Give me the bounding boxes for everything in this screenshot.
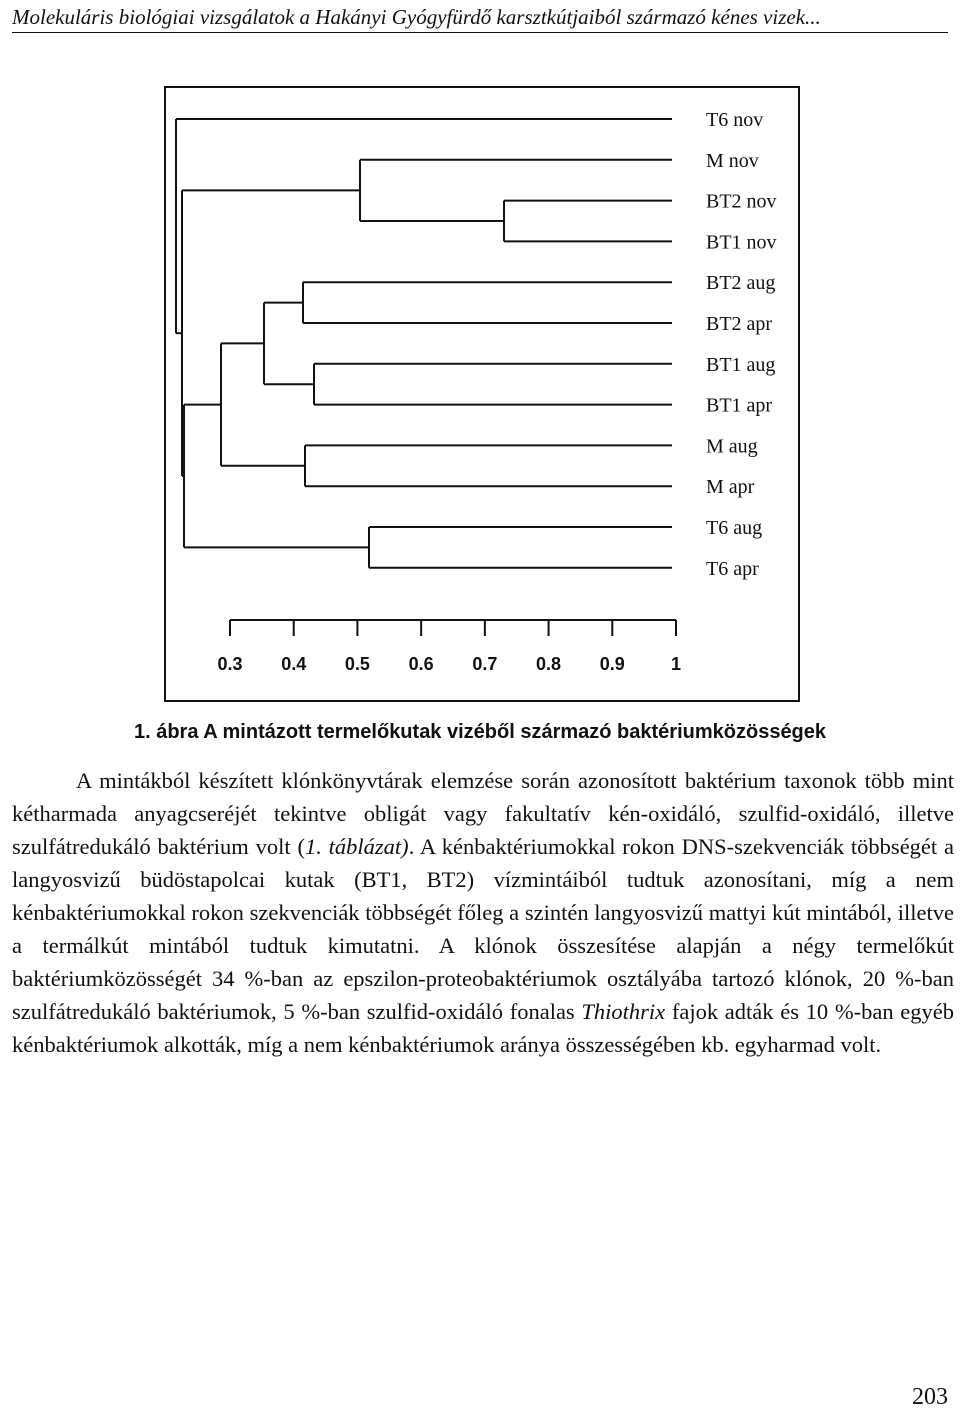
leaf-label: M apr <box>706 476 755 499</box>
leaf-label: M nov <box>706 149 759 172</box>
leaf-label: M aug <box>706 435 758 458</box>
dendrogram-branches <box>176 119 672 568</box>
leaf-label: BT1 aug <box>706 353 776 376</box>
scale-tick-label: 0.8 <box>536 654 562 674</box>
paragraph-text-1: A mintákból készített klónkönyvtárak elemzése során azonosított baktérium taxonok több mint kétharmada anyagcseréjét tekintve obligát vagy fakultatív kén-oxidáló, szulfid-oxidáló, illetve szulfátredukáló baktérium volt ( <box>12 768 954 859</box>
figure-caption: 1. ábra A mintázott termelőkutak vizéből származó baktériumközösségek <box>133 721 827 743</box>
scale-tick-label: 0.7 <box>472 654 498 674</box>
leaf-label: BT1 apr <box>706 394 773 417</box>
page-number: 203 <box>912 1384 948 1410</box>
running-header: Molekuláris biológiai vizsgálatok a Hakányi Gyógyfürdő karsztkútjaiból származó kénes vizek... <box>12 2 948 33</box>
dendrogram-figure <box>164 86 800 702</box>
genus-name: Thiothrix <box>581 999 666 1024</box>
leaf-label: BT2 apr <box>706 313 773 335</box>
scale-tick-label: 0.5 <box>344 654 370 674</box>
table-reference: 1. táblázat) <box>304 834 409 859</box>
scale-tick-label: 0.6 <box>408 654 434 674</box>
paragraph-text-3: fajok adták és 10 %-ban egyéb kénbaktériumok alkották, míg a nem kénbaktériumok aránya összességében kb. egyharmad volt. <box>12 999 954 1057</box>
leaf-label: T6 nov <box>706 109 764 131</box>
leaf-label: BT2 nov <box>706 190 777 213</box>
scale-tick-label: 0.3 <box>217 654 243 674</box>
paragraph-text-2: . A kénbaktériumokkal rokon DNS-szekvenciák többségét a langyosvizű büdöstapolcai kutak (BT1, BT2) vízmintáiból tudtuk azonosítani, míg a nem kénbaktériumokkal rokon szekvenciák többségét főleg a szintén langyosvizű mattyi kút mintából, illetve a termálkút mintából tudtuk kimutatni. A klónok összesítése alapján a négy termelőkút baktériumközösségét 34 %-ban az epszilon-proteobaktériumok osztályába tartozó klónok, 20 %-ban szulfátredukáló baktériumok, 5 %-ban szulfid-oxidáló fonalas <box>12 834 954 1024</box>
scale-tick-label: 0.9 <box>599 654 625 674</box>
leaf-label: T6 apr <box>706 557 759 580</box>
dendrogram-svg <box>166 88 798 700</box>
leaf-label: BT1 nov <box>706 231 777 254</box>
leaf-label: T6 aug <box>706 517 763 539</box>
scale-bar <box>230 620 676 636</box>
scale-bar-labels <box>217 654 681 674</box>
leaf-label: BT2 aug <box>706 272 776 295</box>
dendrogram-leaf-labels <box>706 109 777 580</box>
body-paragraph <box>12 764 954 1061</box>
scale-tick-label: 1 <box>670 654 682 674</box>
scale-tick-label: 0.4 <box>281 654 307 674</box>
